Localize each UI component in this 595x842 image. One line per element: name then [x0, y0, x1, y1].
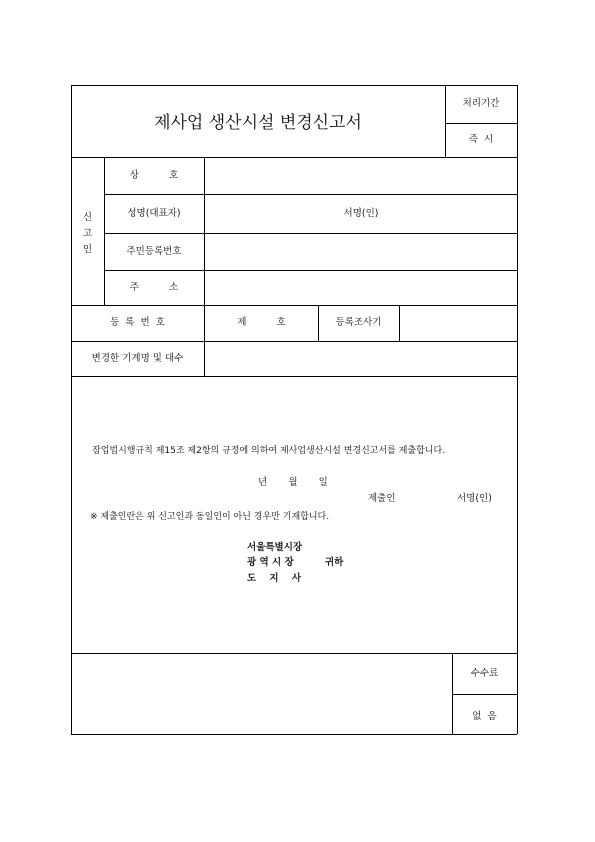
border-bottom — [71, 734, 517, 735]
trade-name-label: 상 호 — [129, 170, 179, 181]
submitter-label: 제출인 — [368, 493, 396, 504]
recipient-governor: 도 지 사 — [247, 573, 301, 584]
submitter-signature[interactable]: 서명(인) — [457, 493, 492, 504]
border-right — [517, 85, 518, 734]
registration-inspection-field[interactable] — [400, 306, 517, 341]
address-label: 주 소 — [129, 282, 179, 293]
divider — [71, 376, 517, 377]
registration-number-field[interactable]: 제 호 — [237, 317, 286, 328]
form-title: 제사업 생산시설 변경신고서 — [154, 113, 362, 133]
date-line[interactable]: 년 월 일 — [258, 477, 328, 488]
registration-number-label: 등 록 번 호 — [110, 317, 165, 328]
resident-number-field[interactable] — [205, 234, 517, 270]
trade-name-field[interactable] — [205, 158, 517, 194]
processing-period-value: 즉 시 — [468, 134, 494, 145]
representative-name-label: 성명(대표자) — [127, 208, 181, 219]
reporter-label — [71, 210, 104, 258]
note-text: ※ 제출인란은 위 신고인과 동일인이 아닌 경우만 기재합니다. — [90, 512, 330, 522]
divider — [71, 653, 517, 654]
divider — [445, 123, 517, 124]
statement-text: 잠업법시행규칙 제15조 제2항의 규정에 의하여 제사업생산시설 변경신고서를 제출합니다. — [92, 446, 446, 456]
reporter-char: 고 — [82, 228, 93, 239]
divider — [452, 694, 517, 695]
changed-machines-field[interactable] — [205, 342, 517, 376]
address-field[interactable] — [205, 271, 517, 305]
recipient-honorific: 귀하 — [325, 557, 344, 568]
fee-value: 없 음 — [472, 711, 497, 722]
registration-inspection-label: 등록조사기 — [335, 317, 382, 328]
processing-period-label: 처리기간 — [462, 98, 500, 109]
recipient-metro-mayor: 광 역 시 장 — [247, 557, 294, 568]
signature-field[interactable]: 서명(인) — [343, 208, 379, 219]
border-left — [71, 85, 72, 734]
reporter-char: 신 — [82, 212, 93, 223]
border-top — [71, 85, 517, 86]
changed-machines-label: 변경한 기계명 및 대수 — [91, 353, 184, 364]
recipient-seoul-mayor: 서울특별시장 — [247, 542, 303, 553]
divider — [445, 85, 446, 157]
resident-number-label: 주민등록번호 — [126, 246, 182, 257]
fee-label: 수수료 — [470, 668, 499, 679]
reporter-char: 인 — [82, 244, 93, 255]
divider — [104, 194, 517, 195]
